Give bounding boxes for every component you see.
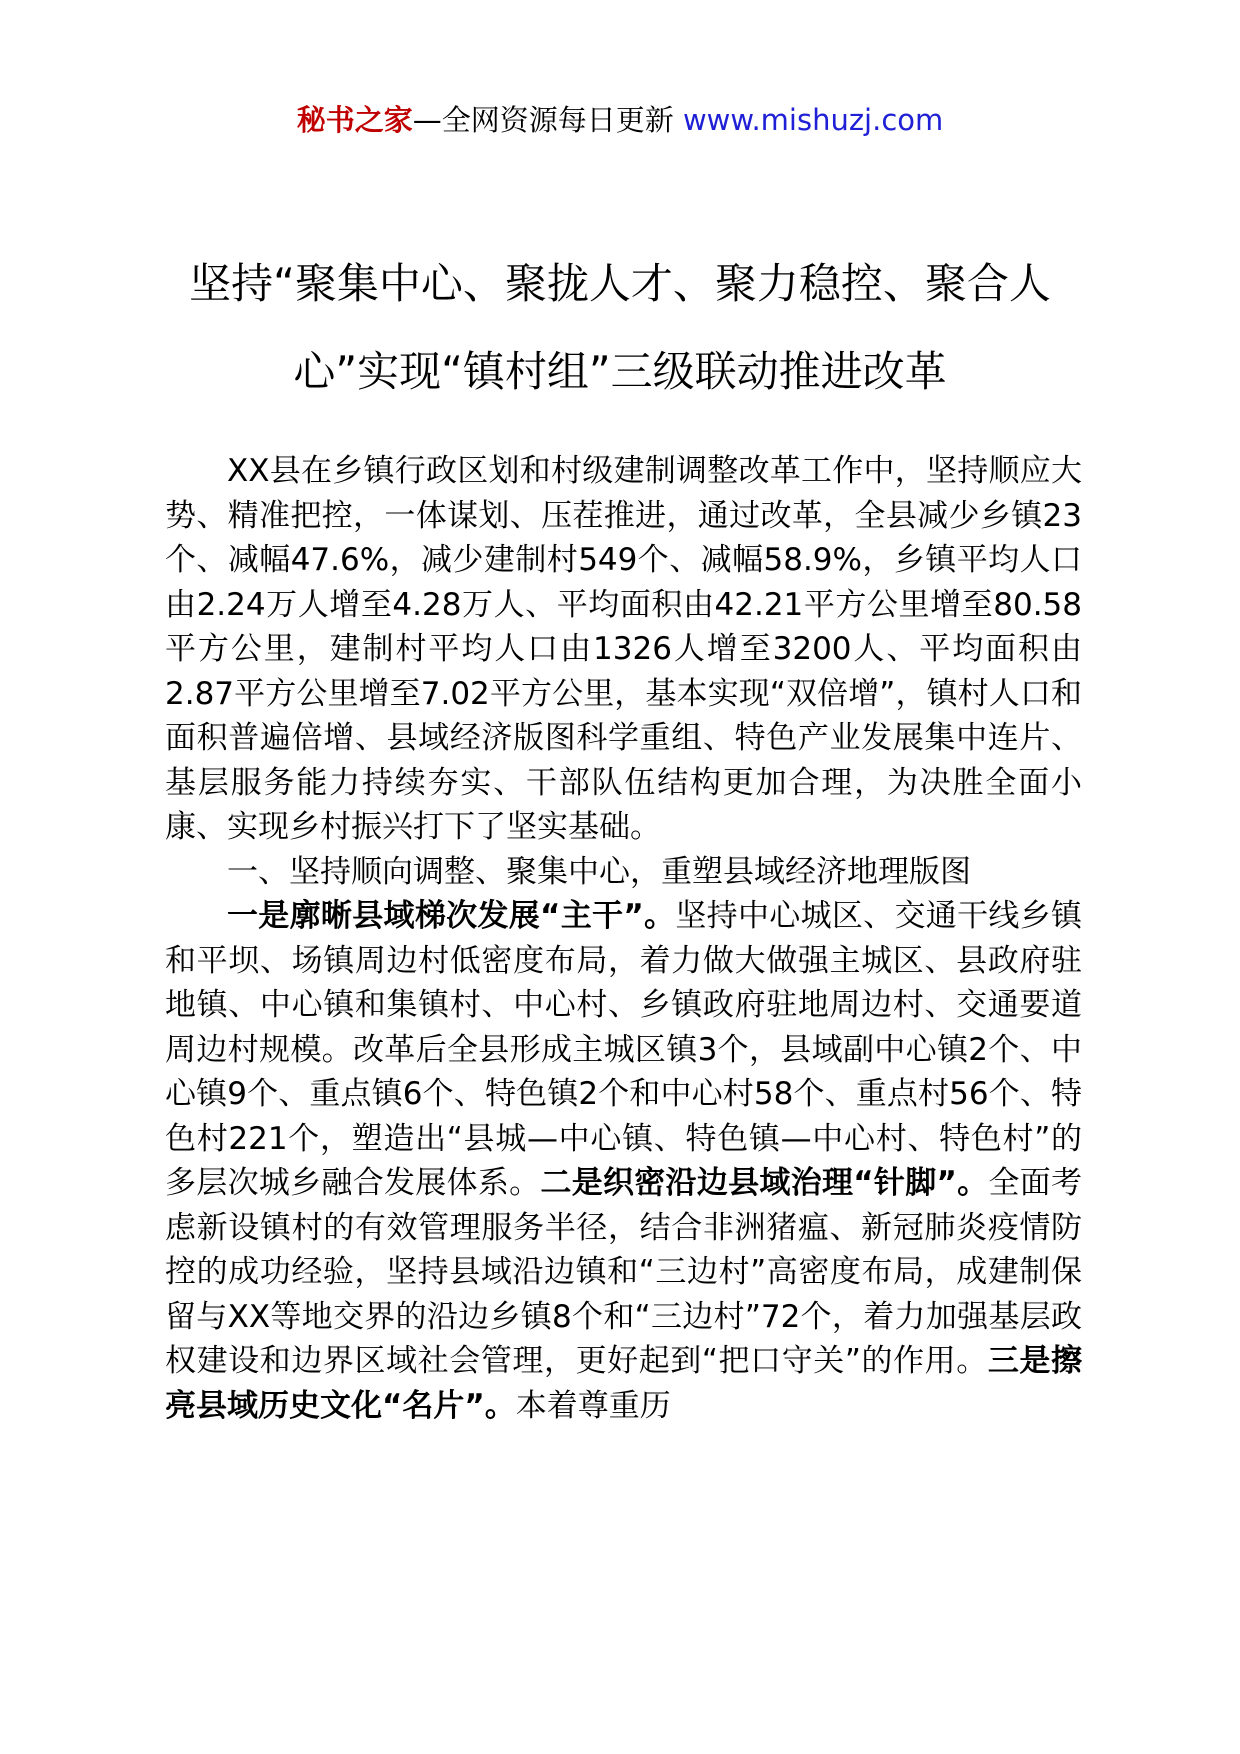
- document-body: [165, 449, 1082, 1428]
- point-3-text: 本着尊重历: [515, 1387, 671, 1424]
- document-title: 坚持“聚集中心、聚拢人才、聚力稳控、聚合人心”实现“镇村组”三级联动推进改革: [189, 259, 1051, 396]
- section-paragraph: [165, 894, 1082, 1428]
- point-2-title: 二是织密沿边县域治理“针脚”。: [540, 1165, 989, 1201]
- site-url-link[interactable]: www.mishuzj.com: [682, 103, 944, 137]
- point-1-title: 一是廓晰县域梯次发展“主干”。: [227, 898, 676, 934]
- site-header: [0, 100, 1240, 140]
- site-brand: 秘书之家: [296, 103, 413, 137]
- point-2-text: 全面考虑新设镇村的有效管理服务半径，结合非洲猪瘟、新冠肺炎疫情防控的成功经验，坚持县域沿边镇和“三边村”高密度布局，成建制保留与XX等地交界的沿边乡镇8个和“三边村”72个，着力加强基层政权建设和边界区域社会管理，更好起到“把口守关”的作用。: [165, 1165, 1083, 1379]
- section-heading: 一、坚持顺向调整、聚集中心，重塑县域经济地理版图: [227, 853, 971, 890]
- point-3-title: 三是擦亮县域历史文化“名片”。: [165, 1343, 1083, 1424]
- intro-paragraph: XX县在乡镇行政区划和村级建制调整改革工作中，坚持顺应大势、精准把控，一体谋划、压茬推进，通过改革，全县减少乡镇23个、减幅47.6%，减少建制村549个、减幅58.9%，乡镇平均人口由2.24万人增至4.28万人、平均面积由42.21平方公里增至80.58平方公里，建制村平均人口由1326人增至3200人、平均面积由2.87平方公里增至7.02平方公里，基本实现“双倍增”，镇村人口和面积普遍倍增、县域经济版图科学重组、特色产业发展集中连片、基层服务能力持续夯实、干部队伍结构更加合理，为决胜全面小康、实现乡村振兴打下了坚实基础。: [165, 453, 1082, 845]
- site-tagline: —全网资源每日更新: [412, 103, 683, 137]
- point-1-text: 坚持中心城区、交通干线乡镇和平坝、场镇周边村低密度布局，着力做大做强主城区、县政府驻地镇、中心镇和集镇村、中心村、乡镇政府驻地周边村、交通要道周边村规模。改革后全县形成主城区镇3个，县域副中心镇2个、中心镇9个、重点镇6个、特色镇2个和中心村58个、重点村56个、特色村221个，塑造出“县城—中心镇、特色镇—中心村、特色村”的多层次城乡融合发展体系。: [165, 898, 1083, 1201]
